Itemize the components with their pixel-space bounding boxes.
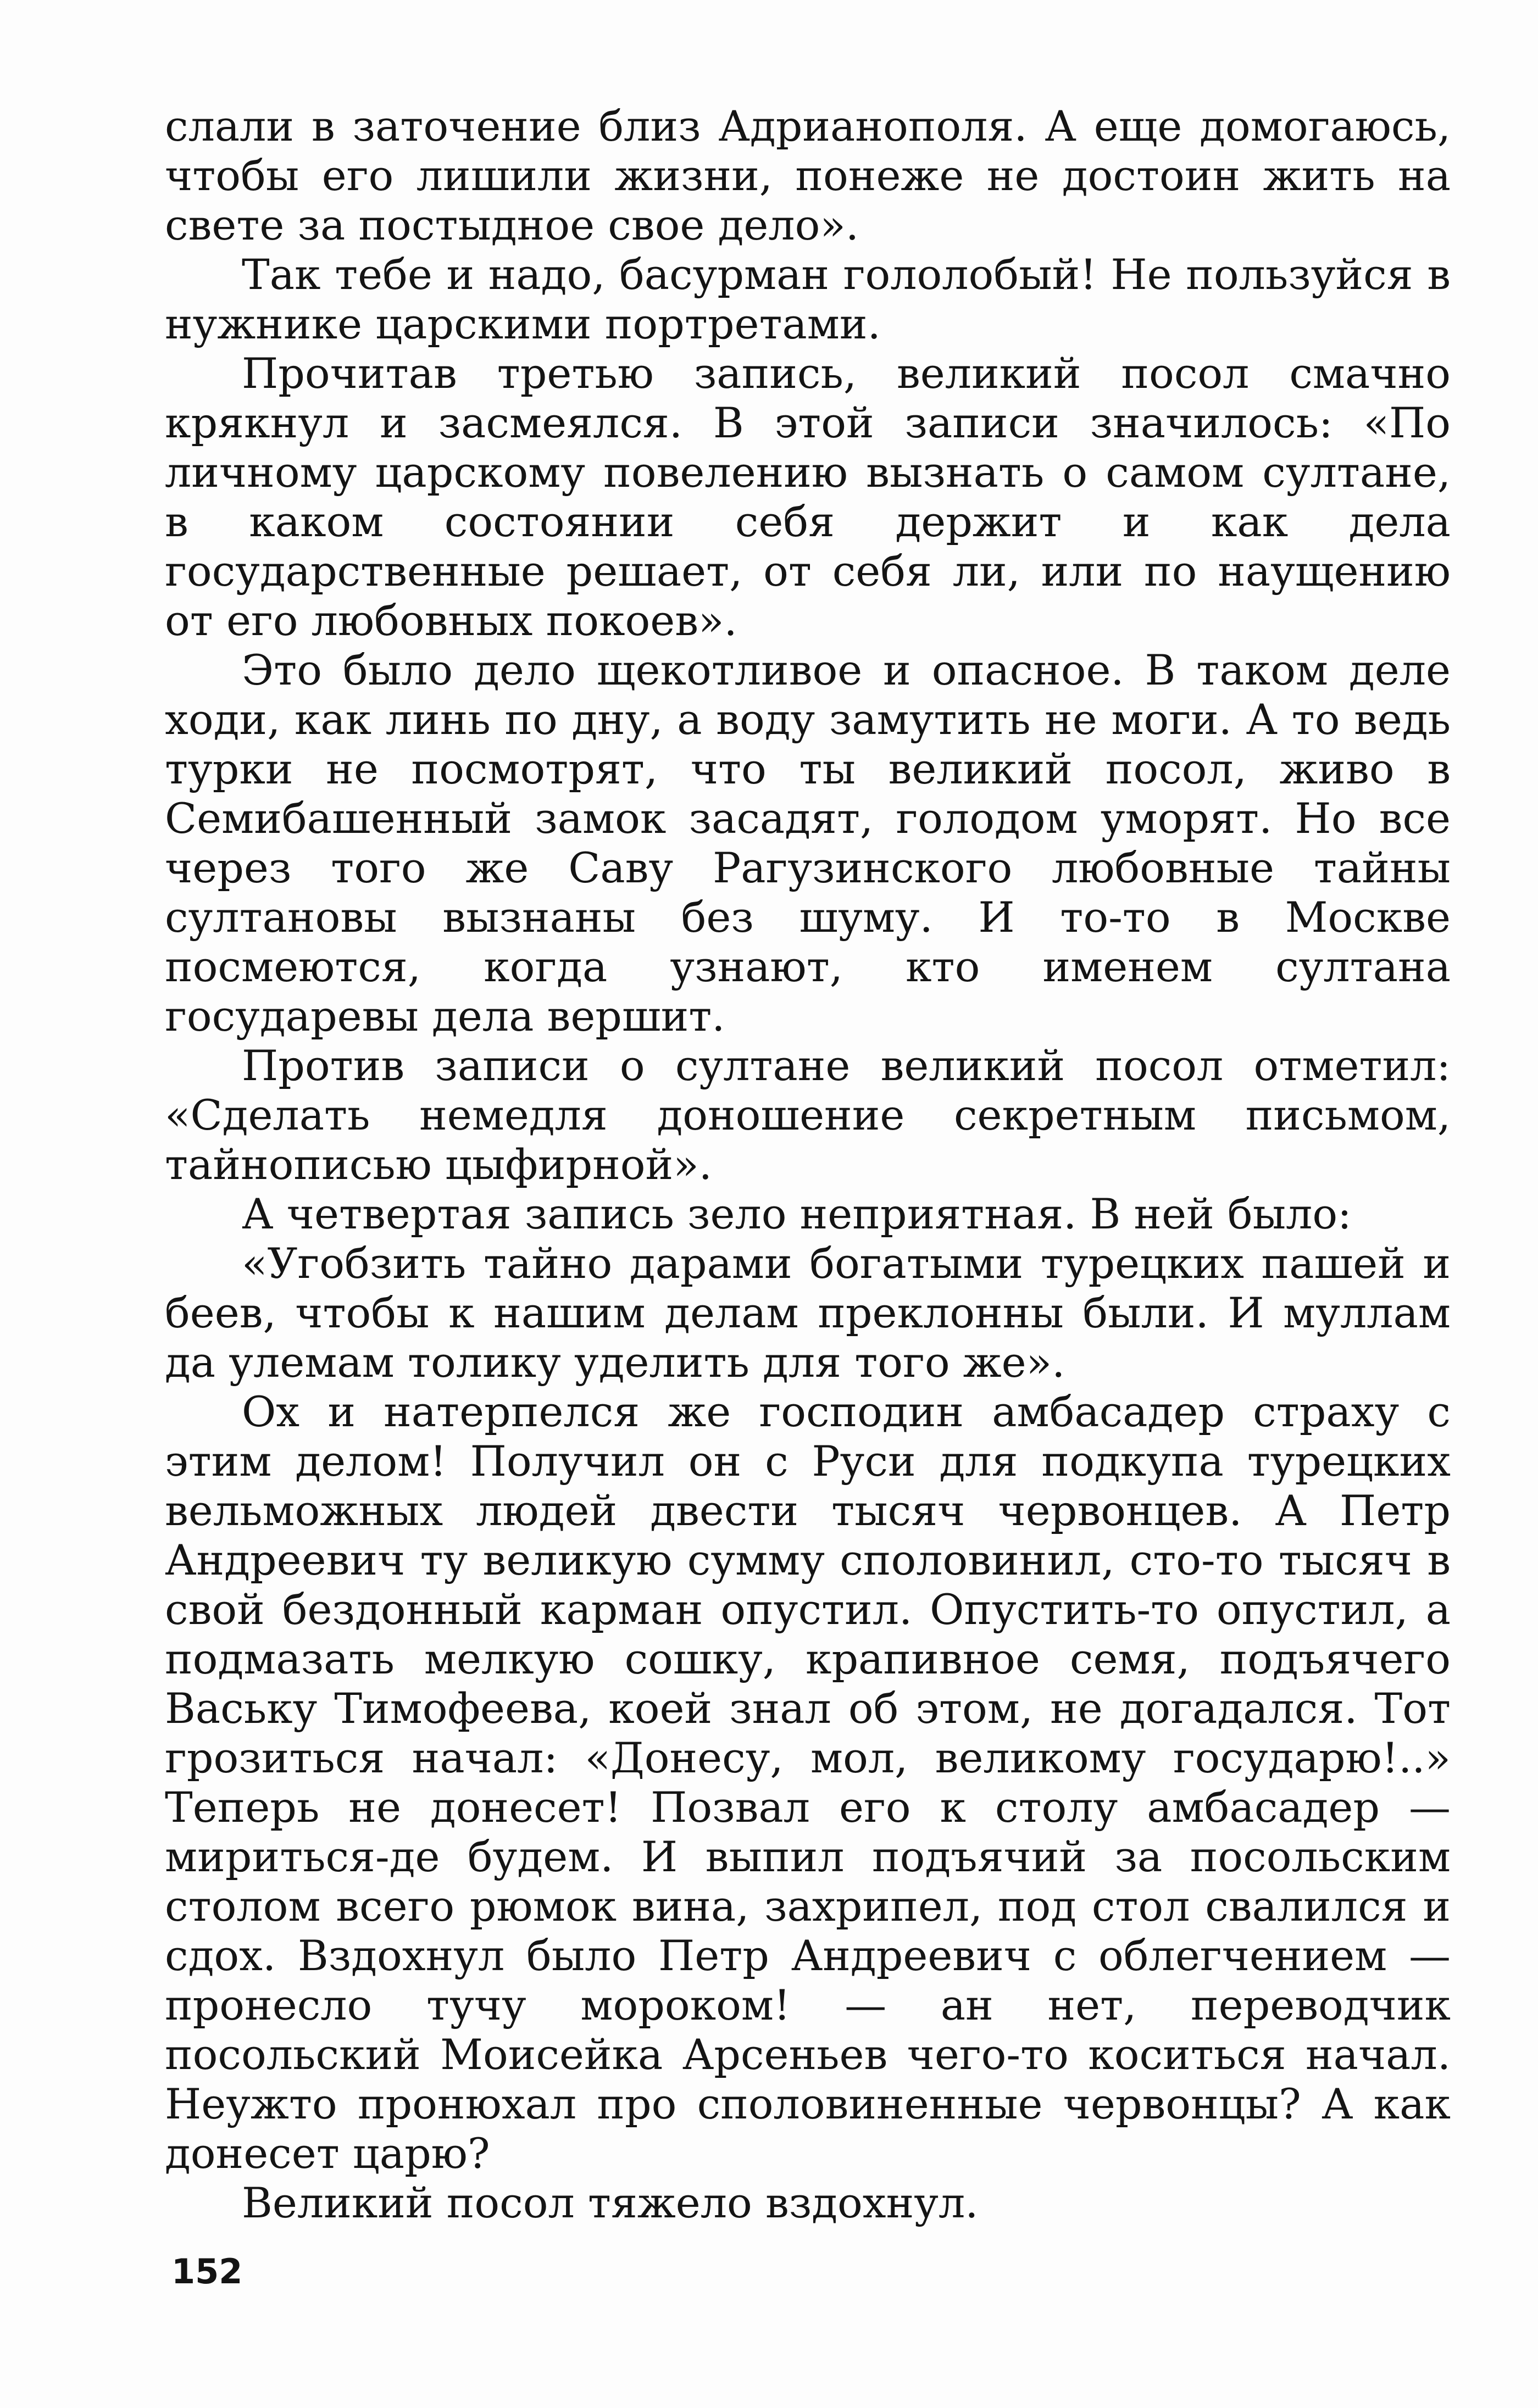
body-text: [165, 102, 1451, 2228]
paragraph-6: А четвертая запись зело неприятная. В ней было:: [242, 1189, 1352, 1238]
paragraph-8: Ох и натерпелся же господин амбасадер страху с этим делом! Получил он с Руси для подкупа турецких вельможных людей двести тысяч червонцев. А Петр Андреевич ту великую сумму споловинил, сто-то тысяч в свой бездонный карман опустил. Опустить-то опустил, а подмазать мелкую сошку, крапивное семя, подъячего Ваську Тимофеева, коей знал об этом, не догадался. Тот грозиться начал: «Донесу, мол, великому государю!..» Теперь не донесет! Позвал его к столу амбасадер — мириться-де будем. И выпил подъячий за посольским столом всего рюмок вина, захрипел, под стол свалился и сдох. Вздохнул было Петр Андреевич с облегчением — пронесло тучу мороком! — ан нет, переводчик посольский Моисейка Арсеньев чего-то коситься начал. Неужто пронюхал про споловиненные червонцы? А как донесет царю?: [165, 1387, 1451, 2178]
paragraph-5: Против записи о султане великий посол отметил: «Сделать немедля доношение секретным письмом, тайнописью цыфирной».: [165, 1041, 1451, 1189]
paragraph-1: слали в заточение близ Адрианополя. А еще домогаюсь, чтобы его лишили жизни, понеже не достоин жить на свете за постыдное свое дело».: [165, 102, 1451, 249]
paragraph-3: Прочитав третью запись, великий посол смачно крякнул и засмеялся. В этой записи значилось: «По личному царскому повелению вызнать о самом султане, в каком состоянии себя держит и как дела государственные решает, от себя ли, или по наущению от его любовных покоев».: [165, 349, 1451, 645]
paragraph-7: «Угобзить тайно дарами богатыми турецких пашей и беев, чтобы к нашим делам преклонны были. И муллам да улемам толику уделить для того же».: [165, 1239, 1451, 1387]
paragraph-9: Великий посол тяжело вздохнул.: [242, 2178, 979, 2227]
paragraph-2: Так тебе и надо, басурман гололобый! Не пользуйся в нужнике царскими портретами.: [165, 250, 1451, 348]
page-number: 152: [171, 2251, 243, 2292]
paragraph-4: Это было дело щекотливое и опасное. В таком деле ходи, как линь по дну, а воду замутить не моги. А то ведь турки не посмотрят, что ты великий посол, живо в Семибашенный замок засадят, голодом уморят. Но все через того же Саву Рагузинского любовные тайны султановы вызнаны без шуму. И то-то в Москве посмеются, когда узнают, кто именем султана государевы дела вершит.: [165, 646, 1451, 1041]
